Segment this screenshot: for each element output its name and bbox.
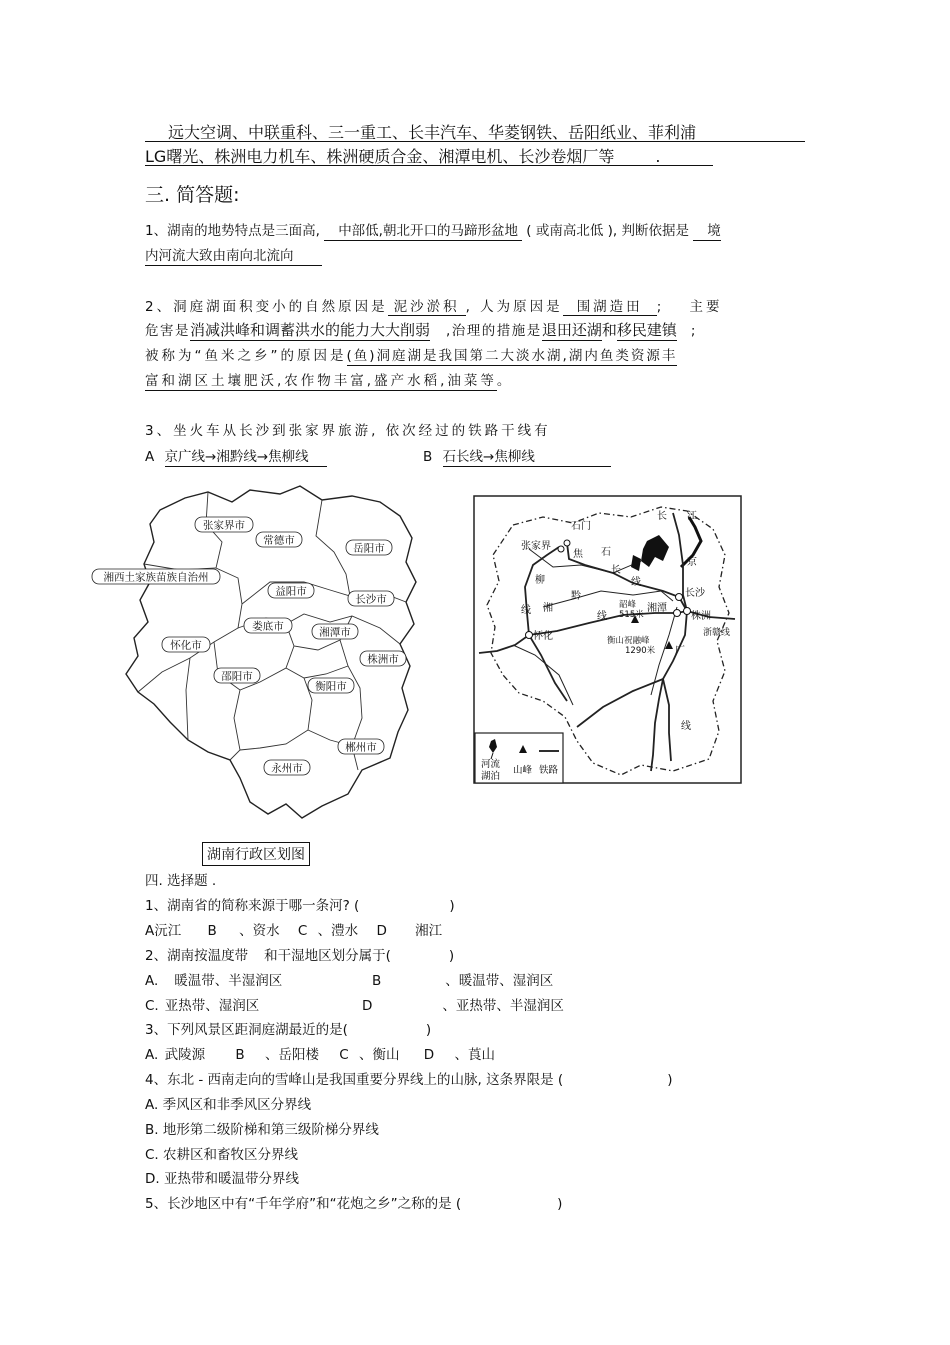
city-dot-xiangtan — [674, 610, 681, 617]
line-char-xiang: 湘 — [543, 603, 553, 614]
s4-q3-b-label: B — [235, 1047, 245, 1063]
legend-railway-label: 铁路 — [539, 765, 559, 776]
label-zhuzhou-text: 株洲市 — [367, 653, 399, 666]
line-char-shi: 石 — [601, 547, 611, 558]
section-3-title: 三. 简答题: — [145, 184, 240, 206]
q3-b-answer — [443, 449, 611, 467]
label-zhuzhou — [360, 651, 406, 666]
s4-q3-text: 3、下列风景区距洞庭湖最近的是( — [145, 1022, 348, 1038]
s4-q1-opt-d-label: D — [376, 923, 387, 939]
city-dot-changsha — [676, 594, 683, 601]
top-line-2-text: LG曙光、株洲电力机车、株洲硬质合金、湘潭电机、长沙卷烟厂等 — [145, 147, 615, 166]
label-yongzhou — [264, 760, 310, 775]
section-4-title: 四. 选择题 . — [145, 873, 217, 889]
s4-q3-c: 、衡山 — [358, 1047, 400, 1063]
s4-q4-opt-b: B. 地形第二级阶梯和第三级阶梯分界线 — [145, 1122, 379, 1138]
label-xiangtan — [312, 624, 358, 639]
label-shaoyang — [214, 668, 260, 683]
label-chenzhou — [338, 739, 384, 754]
top-line-1-underline — [145, 141, 805, 142]
s4-q2-a-text: 暖温带、半湿润区 — [174, 973, 283, 989]
line-char-xian3: 线 — [521, 605, 531, 616]
line-char-qian: 黔 — [571, 591, 581, 602]
top-line-2-end: . — [655, 147, 661, 166]
s4-q3-c-label: C — [339, 1047, 349, 1063]
city-label-zhuzhou: 株洲 — [691, 611, 711, 622]
label-yiyang-text: 益阳市 — [275, 585, 307, 598]
legend-lake-label: 湖泊 — [481, 771, 501, 782]
q1-answer-2-start-text: 境 — [707, 223, 721, 239]
q2-answer-reason-text: (鱼)洞庭湖是我国第二大淡水湖,湖内鱼类资源丰 — [346, 348, 678, 364]
q2-l2c: ,治理的措施是 — [446, 323, 542, 339]
s4-q2-c-text: 亚热带、湿润区 — [164, 998, 260, 1014]
line-char-chang-river: 长 — [657, 511, 667, 522]
label-loudi — [244, 618, 292, 633]
q2-l4c: 。 — [496, 373, 514, 389]
q3-stem: 3、坐火车从长沙到张家界旅游, 依次经过的铁路干线有 — [145, 423, 551, 439]
q2-l2e: 和 — [601, 321, 617, 339]
s4-q2-d-text: 、亚热带、半湿润区 — [442, 998, 564, 1014]
city-label-changsha: 长沙 — [685, 588, 705, 599]
s4-q1-opt-c-label: C — [297, 923, 308, 939]
q2-line-4 — [145, 369, 513, 389]
s4-q4-opt-c: C. 农耕区和畜牧区分界线 — [145, 1147, 299, 1163]
q2-answer-measure-2 — [617, 321, 677, 341]
map-legend — [475, 733, 563, 783]
s4-q1-opt-d: 湘江 — [415, 923, 443, 939]
s4-q2-b-text: 、暖温带、湿润区 — [445, 973, 554, 989]
q2-l1e: ; 主要 — [656, 299, 723, 315]
line-char-guang: 广 — [675, 645, 685, 656]
label-hengyang-text: 衡阳市 — [315, 680, 347, 693]
q3-option-b — [423, 445, 611, 465]
s4-q1-opt-a: A沅江 — [145, 923, 182, 939]
city-label-huaihua: 怀化 — [533, 631, 553, 642]
q2-l4a: 富 — [145, 373, 162, 389]
s4-q5 — [145, 1192, 562, 1212]
line-char-xian2: 线 — [597, 611, 607, 622]
s4-q1-options — [145, 919, 442, 939]
s4-q4-opt-d: D. 亚热带和暖温带分界线 — [145, 1171, 299, 1187]
q2-line-1 — [145, 295, 723, 315]
q1-answer-1 — [324, 223, 522, 241]
s4-q3-b: 、岳阳楼 — [264, 1047, 319, 1063]
s4-q3-options — [145, 1043, 495, 1063]
q2-l3a: 被称为“鱼米之乡”的原因是 — [145, 348, 347, 364]
legend-river-label: 河流 — [481, 759, 501, 770]
line-char-jiang-river: 江 — [687, 511, 697, 522]
q2-answer-measure-2-text: 移民建镇 — [616, 321, 677, 339]
s4-q4-text: 4、东北 - 西南走向的雪峰山是我国重要分界线上的山脉, 这条界限是 ( — [145, 1072, 564, 1088]
q2-l1a: 2、洞庭湖面积变小的自然原因是 — [145, 299, 388, 315]
s4-q1 — [145, 894, 455, 914]
label-yueyang — [346, 540, 392, 555]
label-shaoyang-text: 邵阳市 — [221, 670, 253, 683]
city-label-zhangjiajie: 张家界 — [521, 541, 551, 552]
s4-q2-opt-b — [372, 969, 553, 989]
q2-l4b: 和湖区土壤肥沃,农作物丰富,盛产水稻,油菜等 — [161, 373, 497, 389]
q2-answer-measure-1 — [542, 321, 602, 341]
prefecture-labels — [92, 517, 406, 775]
label-huaihua — [162, 637, 210, 652]
city-dot-shimen — [564, 540, 570, 546]
q2-answer-harm-text: 消减洪峰和调蓄洪水的能力大大削弱 — [190, 321, 431, 339]
label-yiyang — [268, 583, 314, 598]
top-line-2 — [145, 144, 661, 167]
q2-answer-natural-text: 泥沙淤积 — [393, 299, 460, 315]
s4-q2-b-label: B — [372, 973, 382, 989]
s4-q3-d: 、莨山 — [454, 1047, 495, 1063]
label-xiangxi-text: 湘西土家族苗族自治州 — [103, 571, 209, 584]
q2-answer-human-text: 围湖造田 — [576, 299, 643, 315]
legend-peak-label: 山峰 — [513, 765, 533, 776]
q1-answer-2-text: 内河流大致由南向北流向 — [145, 248, 294, 264]
s4-q4-opt-a: A. 季风区和非季风区分界线 — [145, 1097, 312, 1113]
s4-q3-a-label: A. — [145, 1047, 159, 1063]
q3-options — [145, 445, 327, 465]
label-changsha-text: 长沙市 — [355, 593, 387, 606]
q2-l2a: 危害是 — [145, 323, 190, 339]
label-yueyang-text: 岳阳市 — [353, 542, 385, 555]
q2-answer-measure-1-text: 退田还湖 — [541, 321, 602, 339]
hunan-admin-map — [90, 478, 430, 828]
s4-q2-a-label: A. — [145, 973, 159, 989]
q2-l1c: , 人为原因是 — [465, 299, 563, 315]
q1-line-2 — [145, 244, 322, 264]
peak-label-shaofeng: 韶峰 — [619, 600, 637, 610]
s4-q3-a: 武陵源 — [164, 1047, 206, 1063]
s4-q5-text: 5、长沙地区中有“千年学府”和“花炮之乡”之称的是 ( — [145, 1196, 462, 1212]
s4-q4-end: ) — [667, 1072, 673, 1088]
q2-line-3 — [145, 344, 677, 364]
s4-q2-opt-a — [145, 969, 282, 989]
q3-a-answer-text: 京广线→湘黔线→焦柳线 — [164, 449, 309, 465]
s4-q2-text: 2、湖南按温度带 — [145, 948, 249, 964]
s4-q2-d-label: D — [362, 998, 373, 1014]
s4-q3 — [145, 1018, 431, 1038]
line-char-jing: 京 — [687, 557, 697, 568]
top-line-2-underline — [145, 165, 713, 166]
label-zhangjiajie — [195, 517, 253, 532]
s4-q1-opt-b: 、资水 — [239, 923, 280, 939]
city-dot-zhangjiajie — [558, 546, 564, 552]
s4-q1-text: 1、湖南省的简称来源于哪一条河? ( — [145, 898, 360, 914]
map-caption: 湖南行政区划图 — [202, 842, 310, 866]
s4-q3-d-label: D — [423, 1047, 435, 1063]
s4-q1-opt-c: 、澧水 — [317, 923, 359, 939]
line-label-zhegan: 浙赣线 — [703, 628, 731, 638]
s4-q4 — [145, 1068, 672, 1088]
label-chenzhou-text: 郴州市 — [345, 741, 377, 754]
line-char-chang: 长 — [611, 565, 621, 576]
q2-answer-harm — [190, 321, 430, 341]
s4-q2-end: ) — [448, 948, 455, 964]
city-label-shimen: 石门 — [571, 521, 591, 532]
q1-answer-2 — [145, 248, 322, 266]
label-xiangtan-text: 湘潭市 — [319, 626, 351, 639]
line-char-xian1: 线 — [631, 577, 641, 588]
label-zhangjiajie-text: 张家界市 — [203, 519, 245, 532]
q2-line-2 — [145, 319, 697, 340]
q1-text-c: ( 或南高北低 ), 判断依据是 — [526, 223, 689, 239]
s4-q2 — [145, 944, 454, 964]
q1-text-a: 1、湖南的地势特点是三面高, — [145, 223, 320, 239]
q2-answer-reason — [347, 348, 678, 366]
label-changde-text: 常德市 — [263, 534, 295, 547]
label-huaihua-text: 怀化市 — [170, 639, 202, 652]
city-dot-zhuzhou — [684, 608, 691, 615]
q3-b-label: B — [423, 449, 433, 465]
line-char-liu: 柳 — [535, 575, 545, 586]
q2-answer-reason-2 — [145, 373, 497, 391]
peak-label-hengshan: 衡山祝融峰 — [607, 636, 650, 646]
peak-label-hengshan-height: 1290米 — [625, 646, 656, 656]
s4-q1-end: ) — [449, 898, 455, 914]
q1-answer-1-text: 中部低,朝北开口的马蹄形盆地 — [338, 223, 518, 239]
s4-q2-c-label: C. — [145, 998, 159, 1014]
q3-a-label: A — [145, 449, 155, 465]
q1-answer-2-start — [693, 223, 721, 241]
label-changsha — [348, 591, 394, 606]
s4-q5-end: ) — [557, 1196, 563, 1212]
q3-a-answer — [165, 449, 327, 467]
q2-l2g: ; — [690, 323, 697, 339]
city-dot-huaihua — [526, 632, 533, 639]
city-label-xiangtan: 湘潭 — [647, 603, 667, 614]
hunan-railway-map — [473, 495, 743, 785]
s4-q2-text-b: 和干湿地区划分属于( — [264, 948, 391, 964]
peak-label-shaofeng-height: 515米 — [619, 610, 644, 620]
top-line-1-text: 远大空调、中联重科、三一重工、长丰汽车、华菱钢铁、岳阳纸业、菲利浦 — [168, 123, 697, 142]
q1-line-1 — [145, 219, 721, 239]
s4-q2-opt-d — [362, 994, 564, 1014]
s4-q3-end: ) — [425, 1022, 432, 1038]
top-line-1 — [168, 120, 696, 143]
s4-q2-opt-c — [145, 994, 259, 1014]
line-char-xian4: 线 — [681, 721, 691, 732]
q3-b-answer-text: 石长线→焦柳线 — [442, 449, 535, 465]
q2-answer-human — [563, 299, 657, 316]
q2-answer-natural — [388, 299, 466, 316]
line-char-jiao: 焦 — [573, 549, 583, 560]
label-changde — [256, 532, 302, 547]
s4-q1-opt-b-label: B — [207, 923, 217, 939]
label-hengyang — [308, 678, 354, 693]
label-yongzhou-text: 永州市 — [271, 762, 303, 775]
label-loudi-text: 娄底市 — [252, 620, 284, 633]
label-xiangxi — [92, 569, 220, 584]
